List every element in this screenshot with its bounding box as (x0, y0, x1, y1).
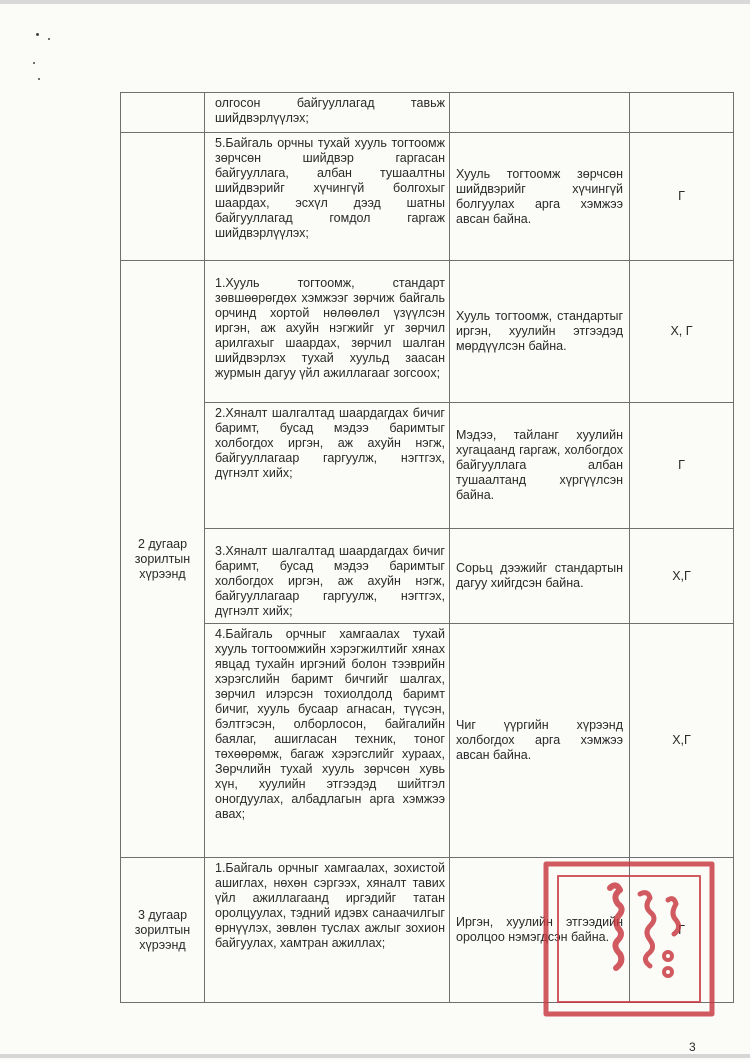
action-cell: 3.Хяналт шалгалтад шаардагдах бичиг баримт, бусад мэдээ баримтыг холбогдох иргэн, аж ахуйн нэгж, байгууллагаар гаргуулж, нэгтгэх, дүгнэлт хийх; (205, 529, 450, 624)
section-cell (121, 93, 205, 133)
section-cell: 2 дугаар зорилтын хүрээнд (121, 261, 205, 858)
table-row (121, 261, 734, 403)
code-cell: Х, Г (630, 261, 734, 403)
action-cell: 5.Байгаль орчны тухай хууль тогтоомж зөрчсөн шийдвэр гаргасан байгууллага, албан тушаалтны шийдвэрийг хүчингүй болгохыг шаардах, эсхүл дээд шатны байгууллагад гомдол гаргаж шийдвэрлүүлэх; (205, 133, 450, 261)
section-cell (121, 133, 205, 261)
action-cell: олгосон байгууллагад тавьж шийдвэрлүүлэх; (205, 93, 450, 133)
code-cell: Г (630, 133, 734, 261)
action-cell: 2.Хяналт шалгалтад шаардагдах бичиг баримт, бусад мэдээ баримтыг холбогдох иргэн, аж ахуйн нэгж, байгууллагаар гаргуулж, нэгтгэх, дүгнэлт хийх; (205, 403, 450, 529)
result-cell (450, 93, 630, 133)
table-row (121, 529, 734, 624)
result-cell: Чиг үүргийн хүрээнд холбогдох арга хэмжээ авсан байна. (450, 624, 630, 858)
page-number: 3 (689, 1040, 696, 1054)
scan-speck (33, 62, 35, 64)
action-cell: 1.Хууль тогтоомж, стандарт зөвшөөрөгдөх хэмжээг зөрчиж байгаль орчинд хортой нөлөөлөл үзүүлсэн иргэн, аж ахуйн нэгжийг уг зөрчил арилгахыг шаардах, зөрчил шалган шийдвэрлэх тухай хуульд заасан журмын дагуу үйл ажиллагааг зогсоох; (205, 261, 450, 403)
scan-bottom-edge (0, 1054, 750, 1058)
section-cell: 3 дугаар зорилтын хүрээнд (121, 858, 205, 1003)
result-cell: Мэдээ, тайланг хуулийн хугацаанд гаргаж, холбогдох байгууллага албан тушаалтанд хүргүүлсэн байна. (450, 403, 630, 529)
action-cell: 1.Байгаль орчныг хамгаалах, зохистой ашиглах, нөхөн сэргээх, хяналт тавих үйл ажиллагаанд иргэдийг татан оролцуулах, тэдний идэвх санаачилгыг өрнүүлэх, зөвлөн туслах ажлыг зохион байгуулах, хамтран ажиллах; (205, 858, 450, 1003)
table-row (121, 403, 734, 529)
scan-speck (38, 78, 40, 80)
scan-speck (36, 33, 39, 36)
code-cell: Г (630, 403, 734, 529)
table-row (121, 93, 734, 133)
result-cell: Хууль тогтоомж зөрчсөн шийдвэрийг хүчингүй болгуулах арга хэмжээ авсан байна. (450, 133, 630, 261)
code-cell (630, 93, 734, 133)
action-cell: 4.Байгаль орчныг хамгаалах тухай хууль тогтоомжийн хэрэгжилтийг хянах явцад тухайн иргэний болон тээврийн хэрэгслийн баримт бичгийг шалгах, зөрчил илэрсэн тохиолдолд баримт бичиг, хууль бусаар агнасан, түүсэн, бэлтгэсэн, олборлосон, байгалийн баялаг, ашигласан техник, тоног төхөөрөмж, багаж хэрэгслийг хураах, Зөрчлийн тухай хууль зөрчсөн хувь хүн, хуулийн этгээдэд шийтгэл оногдуулах, албадлагын арга хэмжээ авах; (205, 624, 450, 858)
result-cell: Иргэн, хуулийн этгээдийн оролцоо нэмэгдсэн байна. (450, 858, 630, 1003)
code-cell: Г (630, 858, 734, 1003)
table-row (121, 133, 734, 261)
result-cell: Хууль тогтоомж, стандартыг иргэн, хуулийн этгээдэд мөрдүүлсэн байна. (450, 261, 630, 403)
table-row (121, 858, 734, 1003)
code-cell: Х,Г (630, 529, 734, 624)
action-plan-table (120, 92, 734, 1003)
code-cell: Х,Г (630, 624, 734, 858)
result-cell: Сорьц дээжийг стандартын дагуу хийгдсэн байна. (450, 529, 630, 624)
scan-speck (48, 38, 50, 40)
scan-top-edge (0, 0, 750, 4)
table-row (121, 624, 734, 858)
